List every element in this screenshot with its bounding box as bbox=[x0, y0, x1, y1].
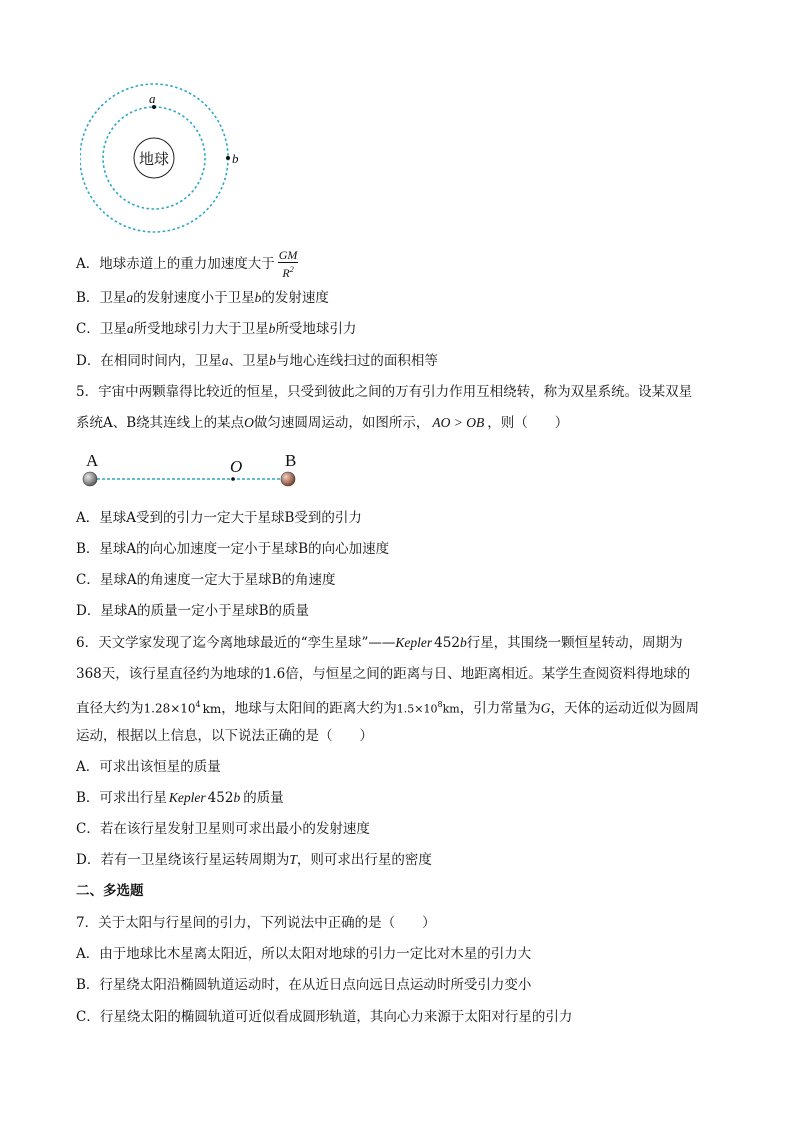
q7-option-c: C．行星绕太阳的椭圆轨道可近似看成圆形轨道，其向心力来源于太阳对行星的引力 bbox=[76, 1009, 573, 1025]
q5-line2-part2: 做匀速圆周运动，如图所示， bbox=[253, 415, 430, 431]
star-b-label: B bbox=[285, 451, 297, 470]
q4b-part1: B．卫星 bbox=[76, 290, 127, 306]
q6d-period-t: T bbox=[289, 852, 297, 867]
q4-option-b bbox=[76, 289, 329, 307]
q6b-part1: B．可求出行星 bbox=[76, 790, 167, 806]
q6-stem-line2: 368天，该行星直径约为地球的1.6倍，与恒星之间的距离与日、地距离相近。某学生查阅资料得地球的 bbox=[76, 666, 691, 682]
earth-diameter-value: 1.28×10 bbox=[143, 701, 196, 716]
q4d-part3: 与地心连线扫过的面积相等 bbox=[275, 353, 438, 369]
q6b-kepler-number: 452 bbox=[207, 790, 234, 806]
q6-stem-line1 bbox=[76, 634, 683, 652]
q5-point-o: O bbox=[244, 415, 254, 430]
q6-option-d bbox=[76, 851, 432, 869]
fraction-denominator bbox=[278, 263, 299, 280]
satellite-b-dot bbox=[226, 156, 230, 160]
earth-orbit-figure bbox=[80, 80, 250, 240]
q6-l1-part1: 6．天文学家发现了迄今离地球最近的“孪生星球”—— bbox=[76, 635, 396, 651]
q6b-kepler-name: Kepler bbox=[168, 790, 206, 805]
fraction-den-base: R bbox=[282, 266, 290, 280]
q6-stem-line3 bbox=[76, 696, 699, 719]
q6-l3-part2: ，地球与太阳间的距离大约为 bbox=[221, 700, 397, 717]
star-a-label: A bbox=[86, 451, 99, 470]
q4-option-a bbox=[76, 249, 298, 280]
q4-option-a-text: A．地球赤道上的重力加速度大于 bbox=[76, 256, 275, 272]
q5-option-c: C．星球A的角速度一定大于星球B的角速度 bbox=[76, 572, 336, 588]
q5-stem-line1: 5．宇宙中两颗靠得比较近的恒星，只受到彼此之间的万有引力作用互相绕转，称为双星系统。设某双星 bbox=[76, 384, 693, 400]
satellite-a-label: a bbox=[149, 91, 156, 106]
q4b-sat-b: b bbox=[254, 290, 262, 305]
q5-option-b: B．星球A的向心加速度一定小于星球B的向心加速度 bbox=[76, 541, 390, 557]
q4d-sat-b: b bbox=[269, 353, 276, 368]
q6d-part1: D．若有一卫星绕该行星运转周期为 bbox=[76, 852, 290, 868]
binary-star-figure bbox=[78, 448, 308, 492]
q6b-part2: 的质量 bbox=[243, 790, 284, 806]
q7-option-b: B．行星绕太阳沿椭圆轨道运动时，在从近日点向远日点运动时所受引力变小 bbox=[76, 977, 532, 993]
q4-option-d bbox=[76, 352, 438, 370]
q6b-kepler-suffix: b bbox=[233, 790, 241, 805]
section-title-multiple-choice: 二、多选题 bbox=[76, 883, 144, 899]
earth-label: 地球 bbox=[138, 150, 170, 168]
q7-stem: 7．关于太阳与行星间的引力，下列说法中正确的是（ ） bbox=[76, 915, 436, 931]
q6-stem-line4: 运动，根据以上信息，以下说法正确的是（ ） bbox=[76, 728, 373, 744]
point-o-dot bbox=[231, 477, 235, 481]
q6-l3-part4: ，天体的运动近似为圆周 bbox=[550, 700, 699, 717]
fraction-den-exp: 2 bbox=[289, 265, 294, 274]
earth-diameter-exp: 4 bbox=[195, 700, 201, 709]
q4c-part1: C．卫星 bbox=[76, 321, 127, 337]
sun-distance-exp: 8 bbox=[437, 700, 443, 709]
fraction-numerator: GM bbox=[278, 248, 298, 262]
q4d-part1: D．在相同时间内，卫星 bbox=[76, 353, 222, 369]
q5-stem-line2 bbox=[76, 414, 568, 432]
earth-diameter-unit: km bbox=[202, 701, 222, 716]
q5-line2-part1: 系统A、B绕其连线上的某点 bbox=[76, 415, 245, 431]
q4d-part2: 、卫星 bbox=[228, 353, 270, 369]
q5-option-d: D．星球A的质量一定小于星球B的质量 bbox=[76, 603, 309, 619]
q4c-sat-b: b bbox=[268, 321, 276, 336]
q6-l3-part1: 直径大约为 bbox=[76, 700, 144, 717]
sun-distance-value: 1.5×10 bbox=[396, 702, 438, 716]
star-a bbox=[83, 472, 97, 486]
q4b-sat-a: a bbox=[126, 290, 134, 305]
q6-l3-part3: ，引力常量为 bbox=[459, 700, 541, 717]
sun-distance-unit: km bbox=[442, 702, 460, 716]
satellite-b-label: b bbox=[232, 151, 239, 166]
q6-kepler-name: Kepler bbox=[395, 635, 433, 650]
q6-option-a: A．可求出该恒星的质量 bbox=[76, 759, 221, 775]
point-o-label: O bbox=[230, 457, 243, 476]
q5-condition: AO > OB bbox=[432, 415, 485, 430]
q6-option-c: C．若在该行星发射卫星则可求出最小的发射速度 bbox=[76, 821, 370, 837]
q4d-sat-a: a bbox=[221, 353, 229, 368]
q4c-sat-a: a bbox=[126, 321, 134, 336]
q4b-part3: 的发射速度 bbox=[261, 290, 329, 306]
q6-kepler-suffix: b bbox=[459, 635, 467, 650]
q5-option-a: A．星球A受到的引力一定大于星球B受到的引力 bbox=[76, 510, 362, 526]
q6-kepler-number: 452 bbox=[434, 635, 460, 651]
q6d-part2: ，则可求出行星的密度 bbox=[296, 852, 432, 868]
q7-option-a: A．由于地球比木星离太阳近，所以太阳对地球的引力一定比对木星的引力大 bbox=[76, 946, 532, 962]
gravitational-constant: G bbox=[540, 700, 551, 716]
q4c-part3: 所受地球引力 bbox=[275, 321, 357, 337]
gm-over-r2-fraction bbox=[278, 249, 299, 280]
q4-option-c bbox=[76, 320, 356, 338]
q6-l1-part2: 行星，其围绕一颗恒星转动，周期为 bbox=[466, 635, 683, 651]
q4c-part2: 所受地球引力大于卫星 bbox=[133, 321, 269, 337]
q4b-part2: 的发射速度小于卫星 bbox=[133, 290, 255, 306]
q6-option-b bbox=[76, 789, 284, 807]
star-b bbox=[281, 472, 295, 486]
q5-line2-part3: ，则（ ） bbox=[487, 415, 569, 431]
